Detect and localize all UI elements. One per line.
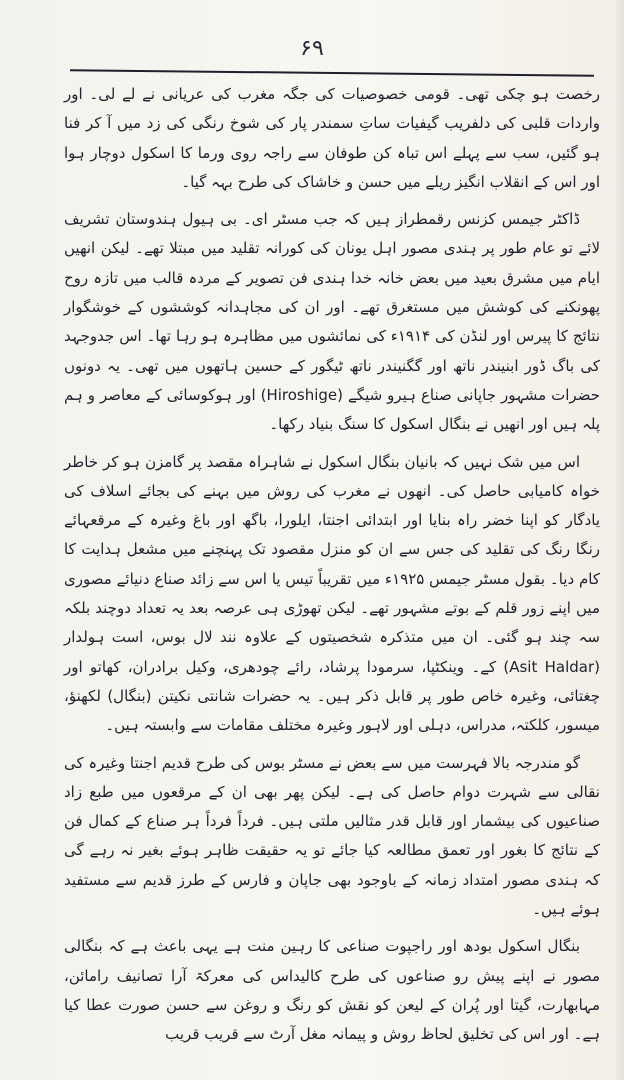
- paragraph-3: اس میں شک نہیں کہ بانیان بنگال اسکول نے شاہراہ مقصد پر گامزن ہو کر خاطر خواہ کامیابی حاصل کی۔ انھوں نے مغرب کی روش میں بہنے کی بجائے اسلاف کی یادگار کو اپنا خضر راہ بنایا اور ابتدائی اجنتا، ایلورا، باگھ اور باغ وغیرہ کے مرقعہائے رنگا رنگ کی تقلید کی جس سے ان کو منزل مقصود تک پہنچنے میں مشعل ہدایت کا کام دیا۔ بقول مسٹر جیمس ۱۹۲۵ء میں تقریباً تیس یا اس سے زائد صناع دنیائے مصوری میں اپنے زور قلم کے بوتے مشہور تھے۔ لیکن تھوڑی ہی عرصہ بعد یہ تعداد دوچند بلکہ سہ چند ہو گئی۔ ان میں متذکرہ شخصیتوں کے علاوہ نند لال بوس، است ہولدار (Asit Haldar) کے۔ وینکٹپا، سرمودا پرشاد، رائے چودھری، وکیل برادران، کھاتو اور چغتائی، وغیرہ خاص طور پر قابل ذکر ہیں۔ یہ حضرات شانتی نکیتن (بنگال) لکھنؤ، میسور، کلکتہ، مدراس، دہلی اور لاہور وغیرہ مختلف مقامات سے وابستہ ہیں۔: [64, 452, 600, 735]
- paragraph-4: گو مندرجہ بالا فہرست میں سے بعض نے مسٹر بوس کی طرح قدیم اجنتا وغیرہ کی نقالی سے شہرت دوام حاصل کی ہے۔ لیکن پھر بھی ان کے مرقعوں میں طبع زاد صناعیوں کی بیشمار اور قابل قدر مثالیں ملتی ہیں۔ فرداً فرداً ہر صناع کے کمال فن کے نتائج کا بغور اور تعمق مطالعہ کیا جائے تو یہ حقیقت ظاہر ہوئے بغیر نہ رہے گی کہ ہندی مصور امتداد زمانہ کے باوجود بھی جاپان و فارس کے طرز قدیم سے مستفید ہوئے ہیں۔: [64, 753, 600, 919]
- paragraph-1: رخصت ہو چکی تھی۔ قومی خصوصیات کی جگہ مغرب کی عریانی نے لے لی۔ اور واردات قلبی کی دلفریب گیفیات ساتِ سمندر پار کی شوخ رنگی کی زد میں آ کر فنا ہو گئیں، سب سے پہلے اس تباہ کن طوفان سے راجہ روی ورما کا اسکول دوچار ہوا اور اس کے انقلاب انگیز ریلے میں حسن و خاشاک کی طرح بہہ گیا۔: [64, 85, 600, 191]
- page-text: [64, 80, 600, 1050]
- page-edge-shadow: [614, 0, 624, 1080]
- page-number: ۶۹: [300, 36, 324, 61]
- paragraph-5: بنگال اسکول بودھ اور راجپوت صناعی کا رہین منت ہے یہی باعث ہے کہ بنگالی مصور نے اپنے پیش رو صناعوں کی طرح کالیداس کی معرکۃ آرا تصانیف رامائن، مہابھارت، گیتا اور پُران کے لیعن کو نقش کو رنگ و روغن سے حسن صورت عطا کیا ہے۔ اور اس کی تخلیق لحاظ روش و پیمانہ مغل آرٹ سے قریب قریب: [64, 937, 600, 1044]
- header-rule: [70, 69, 594, 76]
- paragraph-2: ڈاکٹر جیمس کزنس رقمطراز ہیں کہ جب مسٹر ای۔ بی ہیول ہندوستان تشریف لائے تو عام طور پر ہندی مصور اہل یونان کی کورانہ تقلید میں مبتلا تھے۔ لیکن انھیں ایام میں مشرق بعید میں بعض خانہ خدا ہندی فن تصویر کے مردہ قالب میں تازہ روح پھونکنے کی کوشش میں مستغرق تھے۔ اور ان کی مجاہدانہ کوششوں کے خوشگوار نتائج کا پیرس اور لنڈن کی ۱۹۱۴ء کی نمائشوں میں مظاہرہ ہو رہا تھا۔ اس جدوجہد کی باگ ڈور ابنیندر ناتھ اور گگنیندر ناتھ ٹیگور کے حسین ہاتھوں میں تھی۔ یہ دونوں حضرات مشہور جاپانی صناع ہیرو شیگے (Hiroshige) اور ہوکوسائی کے معاصر و ہم پلہ ہیں اور انھیں نے بنگال اسکول کا سنگ بنیاد رکھا۔: [64, 210, 600, 434]
